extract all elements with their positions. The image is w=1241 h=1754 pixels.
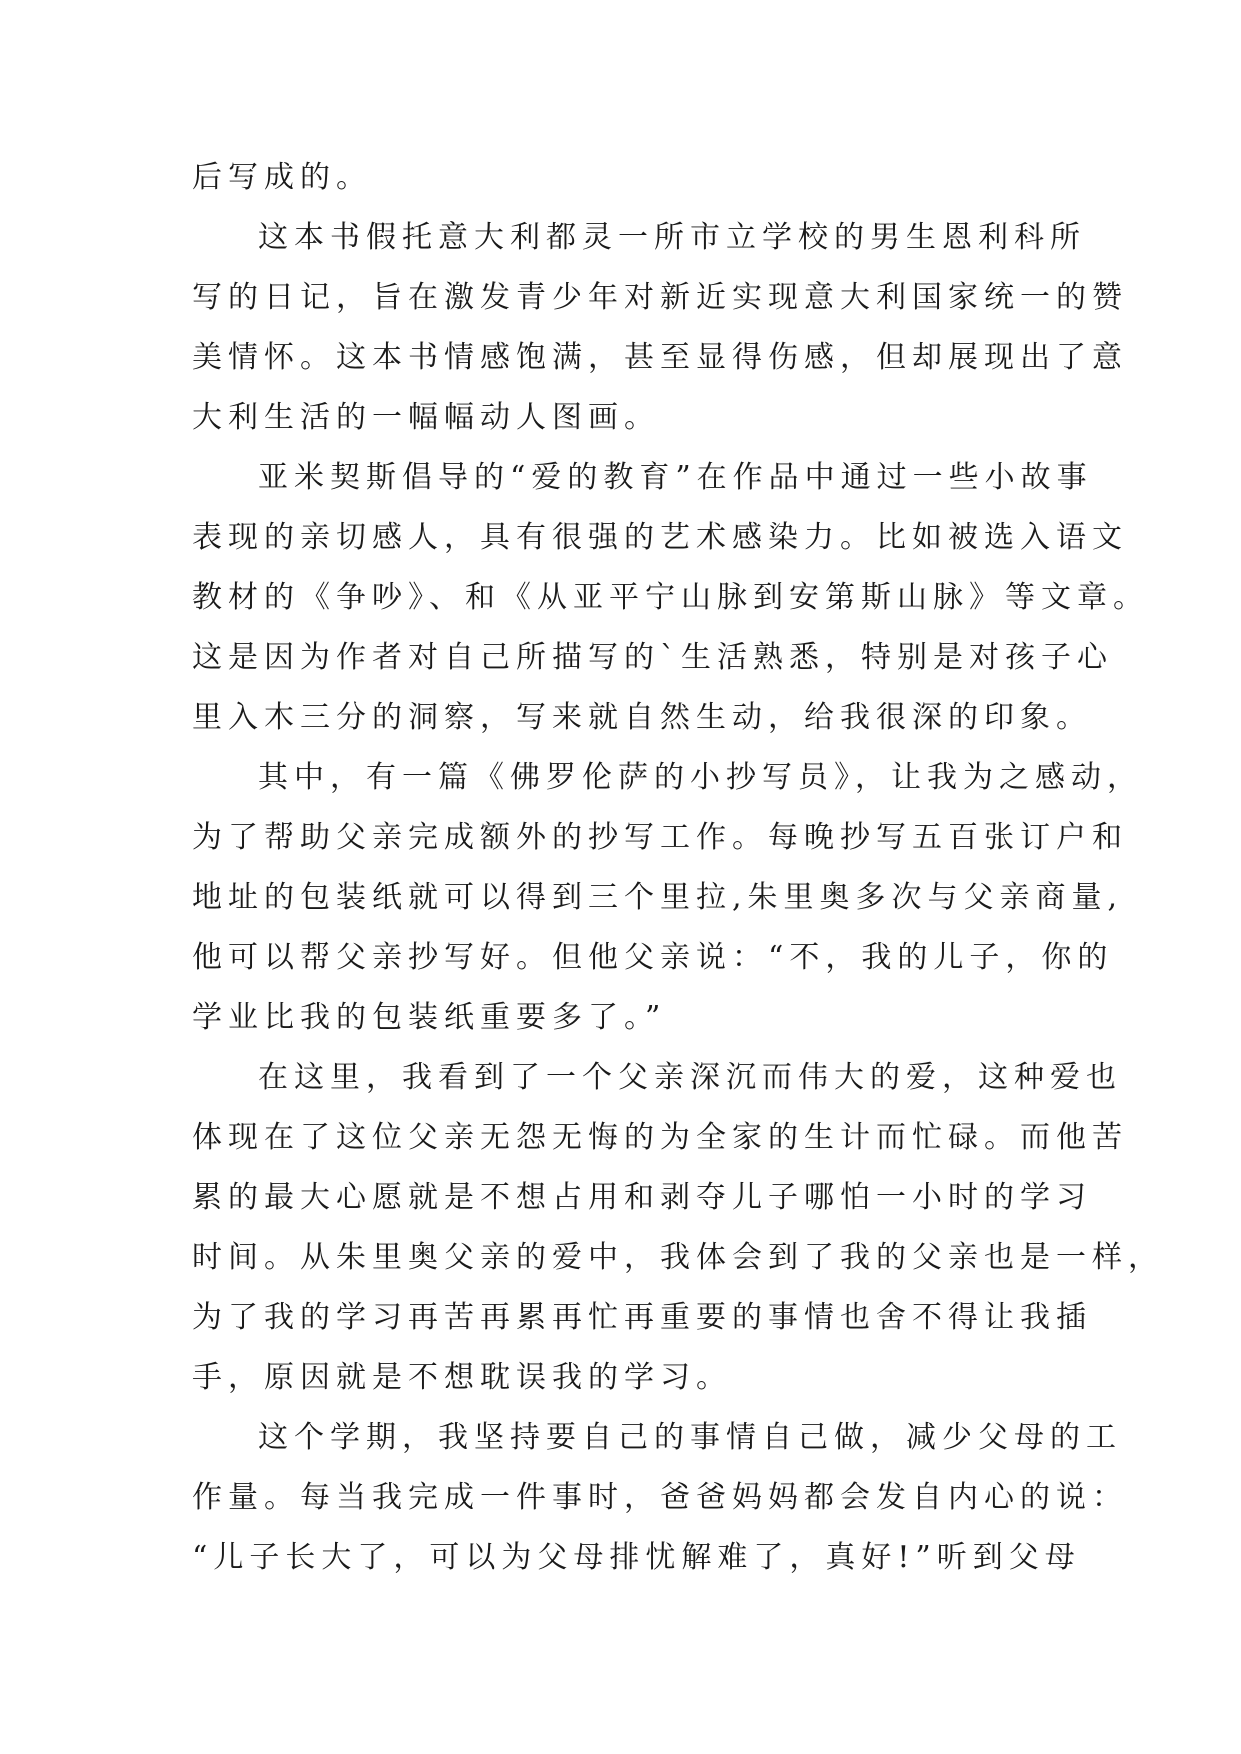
text-line: 手，原因就是不想耽误我的学习。 [192, 1360, 732, 1395]
paragraph-first-line: 在这里，我看到了一个父亲深沉而伟大的爱，这种爱也 [258, 1060, 1122, 1095]
paragraph-first-line: 这本书假托意大利都灵一所市立学校的男生恩利科所 [258, 220, 1086, 255]
text-line: 为了帮助父亲完成额外的抄写工作。每晚抄写五百张订户和 [192, 820, 1128, 855]
text-line: 里入木三分的洞察，写来就自然生动，给我很深的印象。 [192, 700, 1092, 735]
text-line: 学业比我的包装纸重要多了。” [192, 1000, 667, 1035]
paragraph-first-line: 这个学期，我坚持要自己的事情自己做，减少父母的工 [258, 1420, 1122, 1455]
paragraph-first-line: 亚米契斯倡导的“爱的教育”在作品中通过一些小故事 [258, 460, 1093, 495]
text-line: 地址的包装纸就可以得到三个里拉,朱里奥多次与父亲商量, [192, 880, 1124, 915]
text-line: 他可以帮父亲抄写好。但他父亲说：“不，我的儿子，你的 [192, 940, 1114, 975]
text-line: 教材的《争吵》、和《从亚平宁山脉到安第斯山脉》等文章。 [192, 580, 1149, 615]
text-line: 作量。每当我完成一件事时，爸爸妈妈都会发自内心的说： [192, 1480, 1128, 1515]
text-line: 为了我的学习再苦再累再忙再重要的事情也舍不得让我插 [192, 1300, 1092, 1335]
paragraph-first-line: 其中，有一篇《佛罗伦萨的小抄写员》，让我为之感动， [258, 760, 1143, 795]
text-line: 时间。从朱里奥父亲的爱中，我体会到了我的父亲也是一样， [192, 1240, 1164, 1275]
text-line: 表现的亲切感人，具有很强的艺术感染力。比如被选入语文 [192, 520, 1128, 555]
text-line: 大利生活的一幅幅动人图画。 [192, 400, 660, 435]
text-line: 写的日记，旨在激发青少年对新近实现意大利国家统一的赞 [192, 280, 1128, 315]
text-line: 累的最大心愿就是不想占用和剥夺儿子哪怕一小时的学习 [192, 1180, 1092, 1215]
document-body [192, 148, 1164, 1588]
text-line: 体现在了这位父亲无怨无悔的为全家的生计而忙碌。而他苦 [192, 1120, 1128, 1155]
text-line: “儿子长大了，可以为父母排忧解难了，真好!”听到父母 [192, 1540, 1081, 1575]
text-line: 后写成的。 [192, 160, 372, 195]
text-line: 这是因为作者对自己所描写的`生活熟悉，特别是对孩子心 [192, 640, 1113, 675]
text-line: 美情怀。这本书情感饱满，甚至显得伤感，但却展现出了意 [192, 340, 1128, 375]
